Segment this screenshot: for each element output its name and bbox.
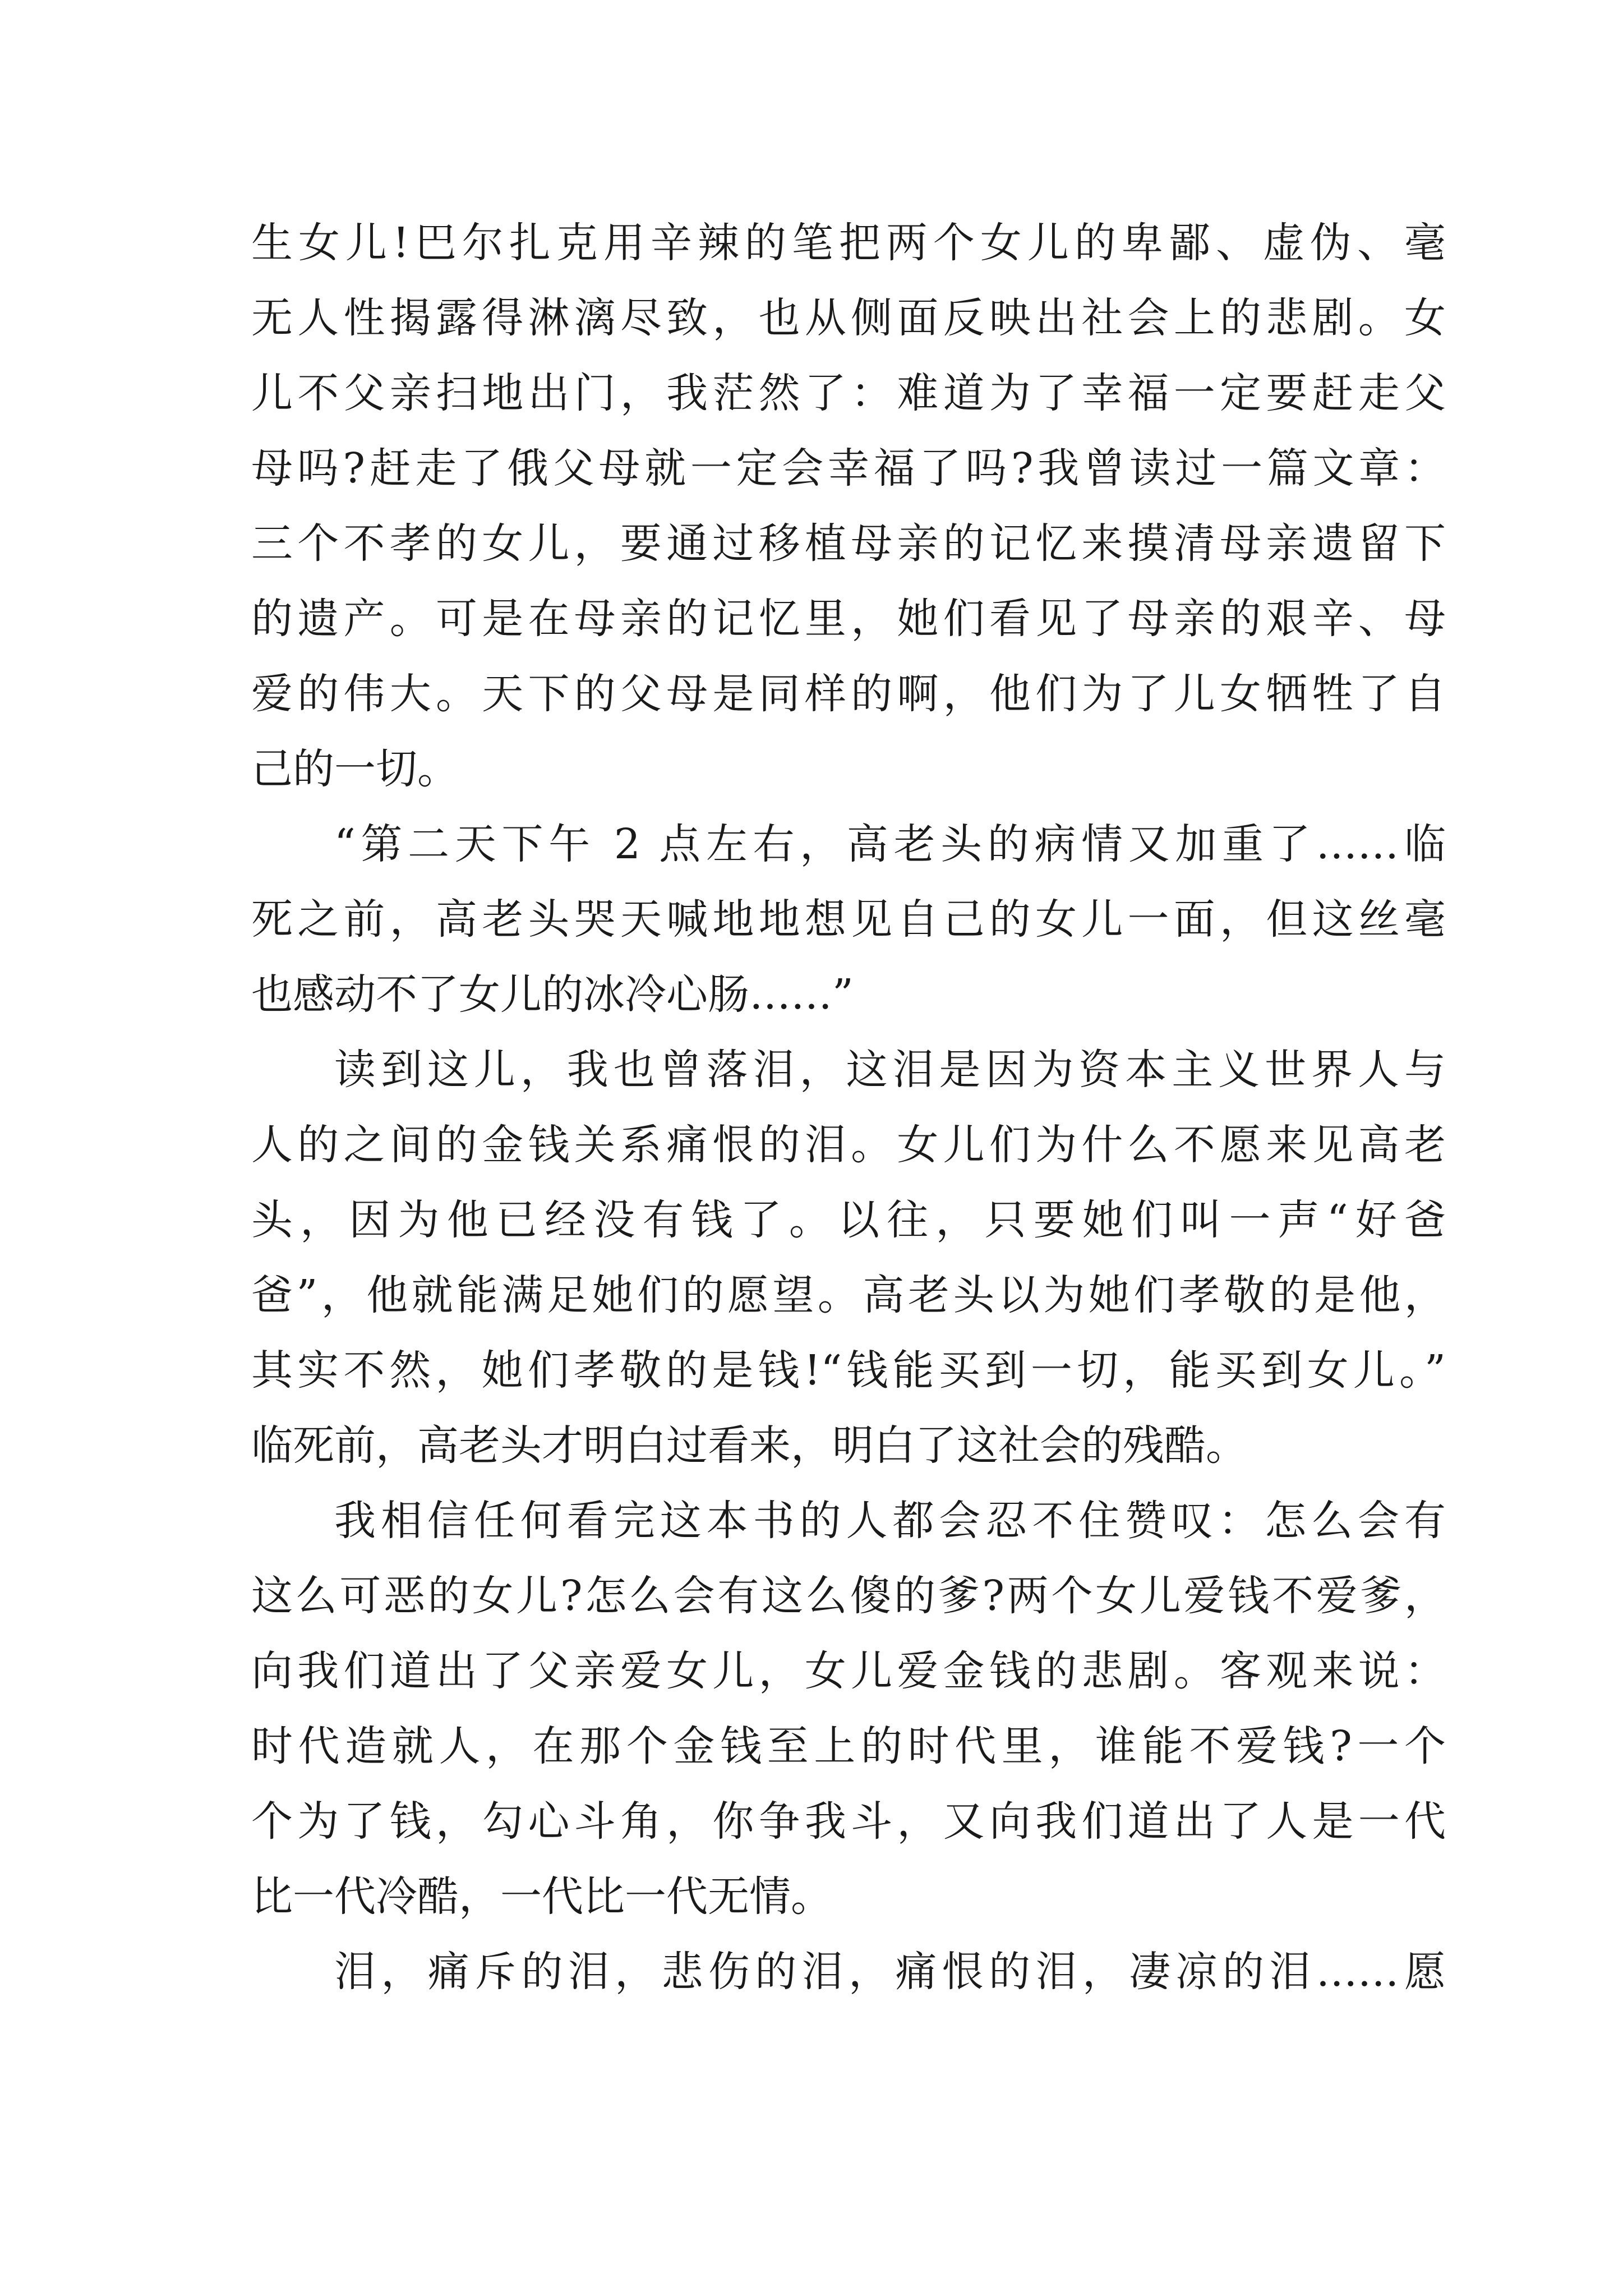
text-line: 母吗?赶走了俄父母就一定会幸福了吗?我曾读过一篇文章： (251, 444, 1446, 493)
text-line: 死之前，高老头哭天喊地地想见自己的女儿一面，但这丝毫 (251, 895, 1446, 944)
text-line: 临死前，高老头才明白过看来，明白了这社会的残酷。 (251, 1421, 1247, 1470)
text-line: 也感动不了女儿的冰冷心肠……” (251, 970, 854, 1019)
text-line: 头，因为他已经没有钱了。以往，只要她们叫一声“好爸 (251, 1196, 1446, 1244)
text-line: 无人性揭露得淋漓尽致，也从侧面反映出社会上的悲剧。女 (251, 294, 1446, 342)
text-line: 其实不然，她们孝敬的是钱!“钱能买到一切，能买到女儿。” (251, 1346, 1446, 1395)
body-text (251, 205, 1446, 2009)
text-line: 三个不孝的女儿，要通过移植母亲的记忆来摸清母亲遗留下 (251, 519, 1446, 568)
text-line: 我相信任何看完这本书的人都会忍不住赞叹：怎么会有 (334, 1497, 1446, 1545)
text-line: 时代造就人，在那个金钱至上的时代里，谁能不爱钱?一个 (251, 1722, 1446, 1770)
text-line: 人的之间的金钱关系痛恨的泪。女儿们为什么不愿来见高老 (251, 1121, 1446, 1169)
text-line: 泪，痛斥的泪，悲伤的泪，痛恨的泪，凄凉的泪……愿 (334, 1948, 1446, 1996)
text-line: 比一代冷酷，一代比一代无情。 (251, 1872, 832, 1921)
text-line: 个为了钱，勾心斗角，你争我斗，又向我们道出了人是一代 (251, 1797, 1446, 1846)
text-line: 儿不父亲扫地出门，我茫然了：难道为了幸福一定要赶走父 (251, 369, 1446, 417)
text-line: “第二天下午 2 点左右，高老头的病情又加重了……临 (334, 820, 1446, 868)
text-line: 爱的伟大。天下的父母是同样的啊，他们为了儿女牺牲了自 (251, 670, 1446, 718)
text-line: 爸”，他就能满足她们的愿望。高老头以为她们孝敬的是他， (251, 1271, 1446, 1319)
text-line: 己的一切。 (251, 745, 459, 793)
text-line: 向我们道出了父亲爱女儿，女儿爱金钱的悲剧。客观来说： (251, 1647, 1446, 1695)
text-line: 生女儿!巴尔扎克用辛辣的笔把两个女儿的卑鄙、虚伪、毫 (251, 219, 1446, 267)
text-line: 的遗产。可是在母亲的记忆里，她们看见了母亲的艰辛、母 (251, 595, 1446, 643)
text-line: 读到这儿，我也曾落泪，这泪是因为资本主义世界人与 (334, 1046, 1446, 1094)
text-line: 这么可恶的女儿?怎么会有这么傻的爹?两个女儿爱钱不爱爹， (251, 1572, 1446, 1620)
